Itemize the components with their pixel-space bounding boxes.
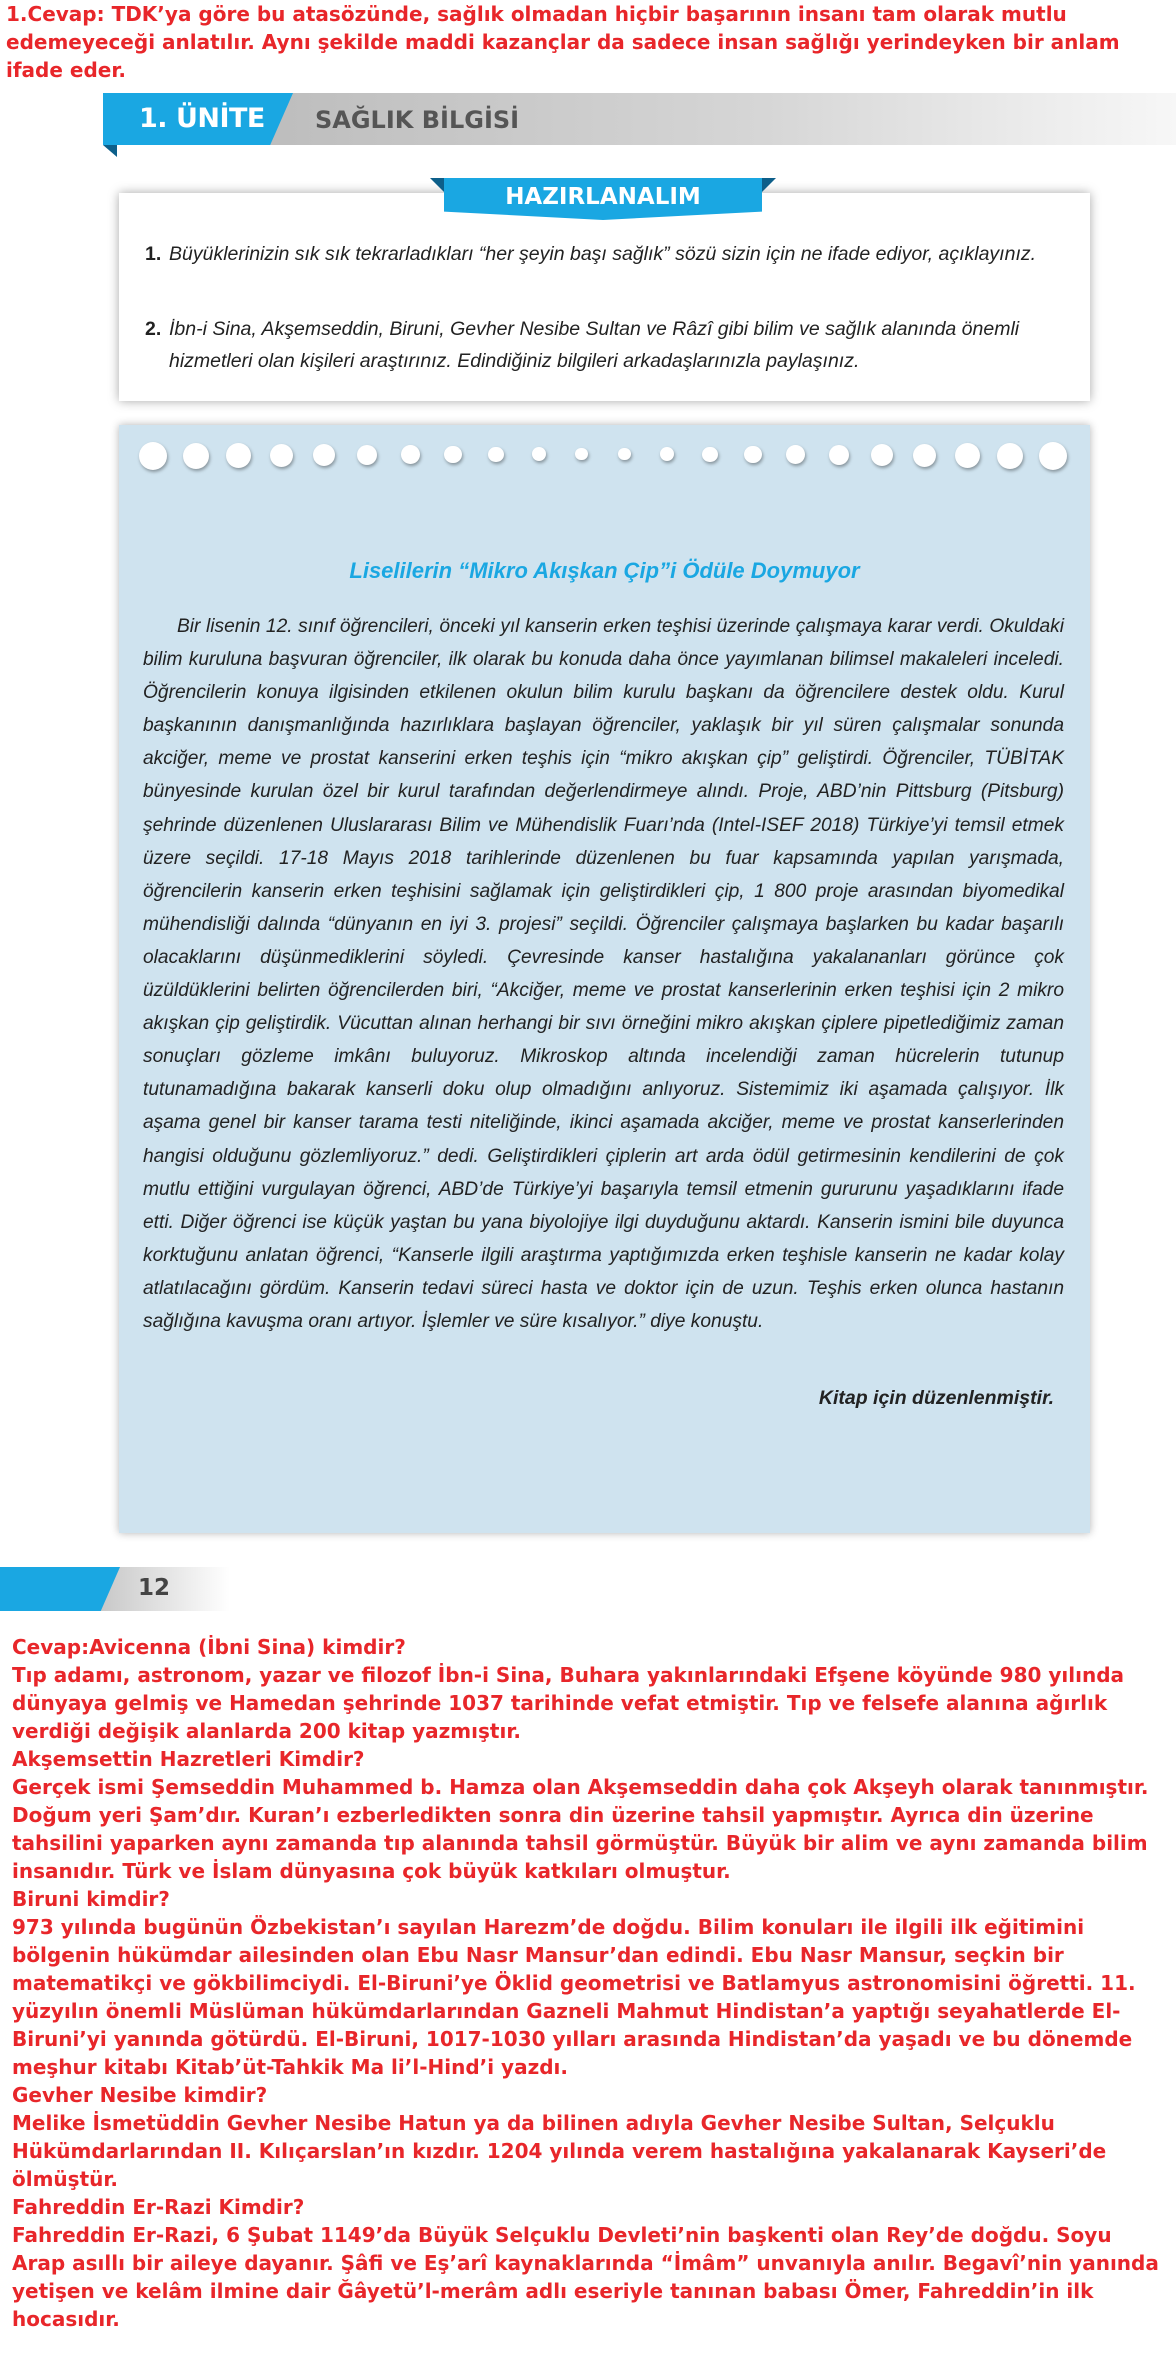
question-text: Büyüklerinizin sık sık tekrarladıkları “her şeyin başı sağlık” sözü sizin için ne ifade ediyor, açıklayınız. <box>169 243 1037 265</box>
prep-title: HAZIRLANALIM <box>505 184 701 210</box>
binding-hole <box>183 443 209 469</box>
binding-hole <box>955 443 980 468</box>
unit-header <box>103 93 1176 149</box>
question-text: İbn-i Sina, Akşemseddin, Biruni, Gevher Nesibe Sultan ve Râzî gibi bilim ve sağlık alanında önemli hizmetleri olan kişileri araştırınız. Edindiğiniz bilgileri arkadaşlarınızla paylaşınız. <box>169 318 1020 372</box>
binding-hole <box>532 447 546 461</box>
prep-question <box>145 313 1059 377</box>
binding-hole <box>786 445 805 464</box>
article-source: Kitap için düzenlenmiştir. <box>818 1387 1054 1409</box>
unit-title: SAĞLIK BİLGİSİ <box>315 106 520 134</box>
binding-hole <box>139 442 167 470</box>
answer-line: Fahreddin Er-Razi, 6 Şubat 1149’da Büyük Selçuklu Devleti’nin başkenti olan Rey’de doğdu. Soyu Arap asıllı bir aileye dayanır. Şâfi ve Eş’arî kaynaklarında “İmâm” unvanıyla anılır. Begavî’nin yanında yetişen ve kelâm ilmine dair Ğâyetü’l-merâm adlı eseriyle tanınan babası Ömer, Fahreddin’in ilk hocasıdır. <box>12 2223 1159 2331</box>
answer-line: Gerçek ismi Şemseddin Muhammed b. Hamza olan Akşemseddin daha çok Akşeyh olarak tanınmıştır. Doğum yeri Şam’dır. Kuran’ı ezberledikten sonra din üzerine tahsil yapmıştır. Ayrıca din üzerine tahsilini yaparken aynı zamanda tıp alanında tahsil görmüştür. Büyük bir alim ve aynı zamanda bilim insanıdır. Türk ve İslam dünyasına çok büyük katkıları olmuştur. <box>12 1775 1149 1883</box>
page-number: 12 <box>138 1575 171 1601</box>
answers-section <box>12 1633 1162 2333</box>
prep-question <box>145 238 1059 270</box>
binding-hole <box>618 448 631 461</box>
article-title: Liselilerin “Mikro Akışkan Çip”i Ödüle Doymuyor <box>349 558 860 583</box>
prep-title-tab <box>430 178 776 228</box>
answer-line: Gevher Nesibe kimdir? <box>12 2083 268 2107</box>
binding-hole <box>270 444 293 467</box>
binding-hole <box>744 446 761 463</box>
binding-hole <box>913 444 936 467</box>
answer-line: Fahreddin Er-Razi Kimdir? <box>12 2195 305 2219</box>
tab-fold-right <box>762 178 776 192</box>
binding-hole <box>401 445 420 464</box>
spiral-holes <box>139 440 1069 480</box>
binding-hole <box>444 446 461 463</box>
page-number-strip <box>0 1567 230 1611</box>
tab-fold-left <box>430 178 444 192</box>
binding-hole <box>488 447 504 463</box>
binding-hole <box>702 447 718 463</box>
binding-hole <box>660 447 674 461</box>
answer-line: Akşemsettin Hazretleri Kimdir? <box>12 1747 365 1771</box>
binding-hole <box>357 445 377 465</box>
unit-tab-fold <box>103 145 117 157</box>
binding-hole <box>871 444 893 466</box>
article-card <box>119 425 1090 1533</box>
binding-hole <box>575 448 588 461</box>
answer-line: Biruni kimdir? <box>12 1887 170 1911</box>
binding-hole <box>226 443 251 468</box>
article-body: Bir lisenin 12. sınıf öğrencileri, önceki yıl kanserin erken teşhisi üzerinde çalışmaya karar verdi. Okuldaki bilim kuruluna başvuran öğrenciler, ilk olarak bu konuda daha önce yayımlanan bilimsel makaleleri inceledi. Öğrencilerin konuya ilgisinden etkilenen okulun bilim kurulu başkanı da öğrencilere destek oldu. Kurul başkanının danışmanlığında hazırlıklara başlayan öğrenciler, yaklaşık bir yıl süren çalışmalar sonunda akciğer, meme ve prostat kanserini erken teşhis için “mikro akışkan çip” geliştirdi. Öğrenciler, TÜBİTAK bünyesinde kurulan özel bir kurul tarafından değerlendirmeye alındı. Proje, ABD’nin Pittsburg (Pitsburg) şehrinde düzenlenen Uluslararası Bilim ve Mühendislik Fuarı’nda (Intel-ISEF 2018) Türkiye’yi temsil etmek üzere seçildi. 17-18 Mayıs 2018 tarihlerinde düzenlenen bu fuar kapsamında yapılan yarışmada, öğrencilerin kanserin erken teşhisini sağlamak için geliştirdikleri çip, 1 800 proje arasından biyomedikal mühendisliği dalında “dünyanın en iyi 3. projesi” seçildi. Öğrenciler çalışmaya başlarken bu kadar başarılı olacaklarını düşünmediklerini söyledi. Çevresinde kanser hastalığına yakalananları görünce çok üzüldüklerini belirten öğrencilerden biri, “Akciğer, meme ve prostat kanserlerinin erken teşhisi için 2 mikro akışkan çip geliştirdik. Vücuttan alınan herhangi bir sıvı örneğini mikro akışkan çiplere pipetlediğimiz zaman sonuçları gözleme imkânı buluyoruz. Mikroskop altında incelendiği zaman hücrelerin tutunup tutunamadığına bakarak kanserli doku olup olmadığını anlıyoruz. Sistemimiz iki aşamada çalışıyor. İlk aşama genel bir kanser tarama testi niteliğinde, ikinci aşamada akciğer, meme ve prostat kanserlerinden hangisi olduğunu gözlemliyoruz.” dedi. Geliştirdikleri çiplerin art arda ödül getirmesinin kendilerini de çok mutlu ettiğini vurgulayan öğrenci, ABD’de Türkiye’yi başarıyla temsil etmenin gururunu yaşadıklarını ifade etti. Diğer öğrenci ise küçük yaştan bu yana biyolojiye ilgi duyduğunu aktardı. Kanserin ismini bile duyunca korktuğunu anlatan öğrenci, “Kanserle ilgili araştırma yaptığımızda erken teşhisle kanserin ne kadar kolay atlatılacağını gördüm. Kanserin tedavi süreci hasta ve doktor için de uzun. Teşhis erken olunca hastanın sağlığına kavuşma oranı artıyor. İşlemler ve süre kısalıyor.” diye konuştu. <box>143 616 1064 1332</box>
unit-number: 1. ÜNİTE <box>139 103 265 134</box>
question-number: 1. <box>145 243 162 265</box>
answer-line: 973 yılında bugünün Özbekistan’ı sayılan Harezm’de doğdu. Bilim konuları ile ilgili ilk eğitimini bölgenin hükümdar ailesinden olan Ebu Nasr Mansur’dan edindi. Ebu Nasr Mansur, seçkin bir matematikçi ve gökbilimciydi. El-Biruni’ye Öklid geometrisi ve Batlamyus astronomisini öğretti. 11. yüzyılın önemli Müslüman hükümdarlarından Gazneli Mahmut Hindistan’a yaptığı seyahatlerde El-Biruni’yi yanında götürdü. El-Biruni, 1017-1030 yılları arasında Hindistan’da yaşadı ve bu dönemde meşhur kitabı Kitab’üt-Tahkik Ma li’l-Hind’i yazdı. <box>12 1915 1136 2079</box>
top-answer-text: 1.Cevap: TDK’ya göre bu atasözünde, sağlık olmadan hiçbir başarının insanı tam olarak mutlu edemeyeceği anlatılır. Aynı şekilde maddi kazançlar da sadece insan sağlığı yerindeyken bir anlam ifade eder. <box>6 2 1120 82</box>
binding-hole <box>997 443 1023 469</box>
answer-line: Cevap:Avicenna (İbni Sina) kimdir? <box>12 1635 406 1659</box>
strip-tab <box>0 1567 120 1611</box>
question-number: 2. <box>145 318 162 340</box>
binding-hole <box>1039 442 1067 470</box>
answer-line: Tıp adamı, astronom, yazar ve filozof İbn-i Sina, Buhara yakınlarındaki Efşene köyünde 980 yılında dünyaya gelmiş ve Hamedan şehrinde 1037 tarihinde vefat etmiştir. Tıp ve felsefe alanına ağırlık verdiği değişik alanlarda 200 kitap yazmıştır. <box>12 1663 1125 1743</box>
binding-hole <box>313 444 335 466</box>
binding-hole <box>829 445 849 465</box>
answer-line: Melike İsmetüddin Gevher Nesibe Hatun ya da bilinen adıyla Gevher Nesibe Sultan, Selçuklu Hükümdarlarından II. Kılıçarslan’ın kızdır. 1204 yılında verem hastalığına yakalanarak Kayseri’de ölmüştür. <box>12 2111 1107 2191</box>
